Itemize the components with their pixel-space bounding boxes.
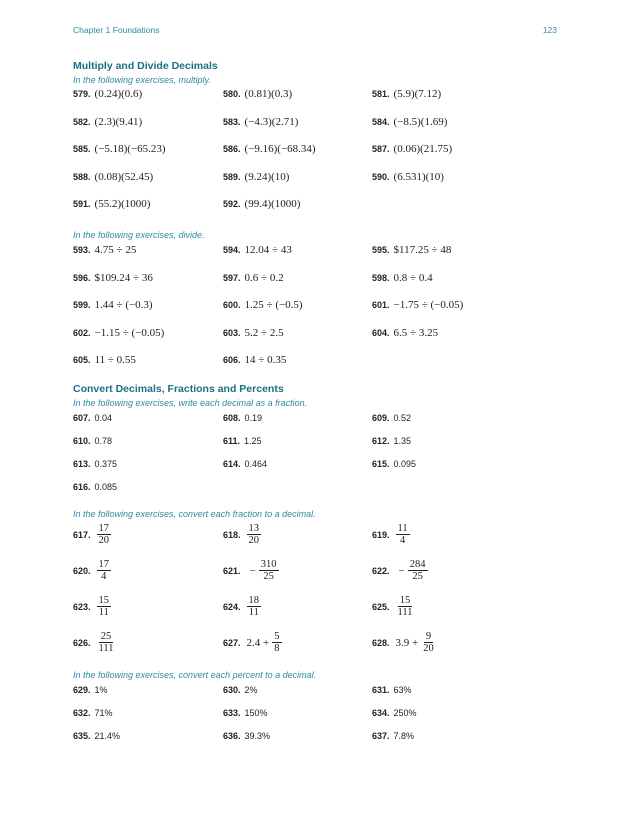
exercise-582 [73, 115, 142, 130]
fraction-numerator: 284 [409, 559, 426, 570]
exercise-expression: 2% [244, 685, 258, 695]
fraction [396, 595, 415, 618]
exercise-635 [73, 729, 120, 744]
exercise-expression: 0.464 [244, 459, 268, 469]
exercise-number: 595. [372, 245, 390, 255]
exercise-expression: 5.2 ÷ 2.5 [244, 326, 284, 339]
exercise-620 [73, 559, 111, 582]
exercise-number: 590. [372, 171, 390, 182]
exercise-600 [223, 298, 303, 313]
instruction-divide: In the following exercises, divide. [73, 230, 205, 240]
exercise-expression: (−9.16)(−68.34) [244, 143, 316, 155]
exercise-expression: 1.35 [393, 436, 412, 446]
exercise-expression: 71% [94, 708, 113, 718]
exercise-586 [223, 142, 316, 157]
exercise-number: 617. [73, 529, 91, 540]
exercise-634 [372, 706, 417, 721]
exercise-expression: 150% [244, 708, 268, 718]
fraction-numerator: 310 [260, 559, 277, 570]
exercise-number: 637. [372, 731, 390, 741]
fraction [408, 559, 428, 582]
exercise-587 [372, 142, 452, 157]
exercise-610 [73, 434, 112, 449]
exercise-expression: 0.8 ÷ 0.4 [393, 271, 433, 284]
exercise-expression: (5.9)(7.12) [393, 88, 442, 100]
exercise-expression: (0.08)(52.45) [94, 170, 154, 183]
exercise-expression: 0.085 [94, 482, 118, 492]
exercise-number: 612. [372, 436, 390, 446]
exercise-581 [372, 87, 441, 102]
exercise-number: 585. [73, 144, 91, 154]
exercise-number: 615. [372, 459, 390, 469]
exercise-number: 581. [372, 89, 390, 99]
fraction [247, 523, 262, 546]
exercise-number: 626. [73, 637, 91, 648]
exercise-617 [73, 523, 111, 546]
exercise-number: 620. [73, 565, 91, 576]
exercise-expression: (0.06)(21.75) [393, 143, 453, 155]
fraction-denominator: 111 [397, 607, 413, 618]
fraction-numerator: 17 [98, 523, 110, 534]
exercise-number: 636. [223, 731, 241, 741]
exercise-expression: 0.095 [393, 459, 417, 469]
fraction-denominator: 20 [423, 643, 434, 654]
exercise-631 [372, 683, 412, 698]
exercise-expression: 1.25 ÷ (−0.5) [244, 299, 303, 311]
exercise-589 [223, 170, 289, 185]
exercise-expression: 1.44 ÷ (−0.3) [94, 299, 153, 311]
exercise-number: 602. [73, 327, 91, 338]
page-header [73, 25, 557, 39]
exercise-609 [372, 411, 411, 426]
exercise-expression: 7.8% [393, 731, 415, 741]
exercise-number: 601. [372, 300, 390, 310]
exercise-expression: 250% [393, 708, 417, 718]
exercise-number: 583. [223, 116, 241, 127]
exercise-number: 629. [73, 685, 91, 695]
exercise-number: 630. [223, 685, 241, 695]
exercise-612 [372, 434, 411, 449]
exercise-number: 593. [73, 245, 91, 255]
fraction-numerator: 15 [399, 595, 411, 606]
exercise-number: 609. [372, 413, 390, 423]
fraction-denominator: 8 [274, 643, 280, 654]
exercise-number: 627. [223, 637, 241, 648]
exercise-579 [73, 87, 142, 102]
exercise-629 [73, 683, 108, 698]
exercise-number: 580. [223, 89, 241, 99]
exercise-580 [223, 87, 292, 102]
fraction-numerator: 25 [100, 631, 112, 642]
exercise-expression: (−8.5)(1.69) [393, 115, 448, 128]
exercise-number: 586. [223, 144, 241, 154]
exercise-598 [372, 271, 433, 286]
exercise-expression: (0.24)(0.6) [94, 88, 143, 100]
exercise-614 [223, 457, 267, 472]
fraction-denominator: 20 [248, 535, 260, 546]
exercise-expression: 0.19 [244, 413, 263, 423]
exercise-number: 623. [73, 601, 91, 612]
exercise-625 [372, 595, 415, 618]
exercise-expression: 63% [393, 685, 412, 695]
fraction-numerator: 5 [274, 631, 280, 642]
chapter-title: Chapter 1 Foundations [73, 25, 160, 35]
exercise-number: 584. [372, 116, 390, 127]
fraction [421, 631, 436, 654]
exercise-585 [73, 142, 166, 157]
fraction [247, 595, 262, 618]
exercise-number: 618. [223, 529, 241, 540]
fraction-numerator: 9 [425, 631, 432, 642]
fraction-denominator: 11 [98, 607, 109, 618]
exercise-number: 596. [73, 272, 91, 283]
fraction-numerator: 18 [248, 595, 260, 606]
instruction-decimal-to-fraction: In the following exercises, write each decimal as a fraction. [73, 398, 308, 408]
exercise-605 [73, 353, 136, 368]
fraction-denominator: 25 [412, 571, 423, 582]
exercise-expression: 0.375 [94, 459, 118, 469]
exercise-expression: $117.25 ÷ 48 [393, 244, 452, 256]
exercise-607 [73, 411, 112, 426]
fraction-denominator: 25 [263, 571, 274, 582]
instruction-percent-to-decimal: In the following exercises, convert each percent to a decimal. [73, 670, 317, 680]
fraction-numerator: 13 [248, 523, 260, 534]
exercise-583 [223, 115, 298, 130]
exercise-number: 633. [223, 708, 241, 718]
exercise-number: 625. [372, 601, 390, 612]
exercise-636 [223, 729, 270, 744]
exercise-number: 582. [73, 116, 91, 127]
exercise-number: 592. [223, 199, 241, 209]
exercise-expression: (6.531)(10) [393, 170, 444, 183]
section-heading-convert: Convert Decimals, Fractions and Percents [73, 383, 284, 395]
exercise-expression: 39.3% [244, 731, 271, 741]
exercise-expression: $109.24 ÷ 36 [94, 271, 153, 284]
exercise-618 [223, 523, 261, 546]
fraction-denominator: 4 [399, 535, 406, 546]
exercise-623 [73, 595, 111, 618]
exercise-601 [372, 298, 463, 313]
expression-prefix: − [249, 564, 256, 577]
exercise-584 [372, 115, 447, 130]
instruction-fraction-to-decimal: In the following exercises, convert each fraction to a decimal. [73, 509, 316, 519]
exercise-expression: (99.4)(1000) [244, 198, 301, 210]
exercise-number: 579. [73, 89, 91, 99]
section-heading-multiply-divide: Multiply and Divide Decimals [73, 60, 218, 72]
exercise-number: 616. [73, 482, 91, 492]
exercise-604 [372, 326, 438, 341]
exercise-number: 604. [372, 327, 390, 338]
exercise-603 [223, 326, 284, 341]
exercise-590 [372, 170, 444, 185]
exercise-expression: 0.78 [94, 436, 113, 446]
exercise-616 [73, 480, 117, 495]
exercise-630 [223, 683, 258, 698]
instruction-multiply: In the following exercises, multiply. [73, 75, 211, 85]
fraction-denominator: 4 [101, 571, 107, 582]
exercise-number: 635. [73, 731, 91, 741]
exercise-608 [223, 411, 262, 426]
exercise-number: 607. [73, 413, 91, 423]
exercise-591 [73, 197, 150, 212]
exercise-number: 591. [73, 199, 91, 209]
exercise-expression: (−5.18)(−65.23) [94, 143, 166, 155]
exercise-615 [372, 457, 416, 472]
exercise-number: 614. [223, 459, 241, 469]
exercise-613 [73, 457, 117, 472]
exercise-number: 621. [223, 565, 241, 576]
exercise-number: 599. [73, 300, 91, 310]
fraction-numerator: 11 [397, 523, 408, 534]
fraction-denominator: 20 [98, 535, 110, 546]
exercise-number: 605. [73, 355, 91, 365]
exercise-expression: 6.5 ÷ 3.25 [393, 326, 439, 339]
exercise-number: 589. [223, 171, 241, 182]
exercise-expression: −1.75 ÷ (−0.05) [393, 299, 464, 311]
exercise-621 [223, 559, 279, 582]
exercise-619 [372, 523, 410, 546]
exercise-expression: 14 ÷ 0.35 [244, 354, 287, 366]
exercise-611 [223, 434, 262, 449]
exercise-expression: (0.81)(0.3) [244, 88, 293, 100]
fraction [272, 631, 281, 654]
fraction [396, 523, 410, 546]
exercise-expression: (−4.3)(2.71) [244, 115, 299, 128]
exercise-expression: 11 ÷ 0.55 [94, 354, 136, 366]
exercise-expression: (9.24)(10) [244, 170, 290, 183]
fraction [97, 595, 112, 618]
exercise-594 [223, 243, 292, 258]
fraction-denominator: 111 [98, 643, 114, 654]
exercise-622 [372, 559, 428, 582]
expression-prefix: 3.9 + [395, 636, 419, 649]
exercise-expression: (55.2)(1000) [94, 198, 151, 210]
exercise-number: 624. [223, 601, 241, 612]
exercise-number: 597. [223, 272, 241, 283]
fraction [97, 559, 112, 582]
exercise-number: 628. [372, 637, 390, 648]
exercise-624 [223, 595, 261, 618]
fraction [259, 559, 279, 582]
exercise-number: 606. [223, 355, 241, 365]
exercise-number: 611. [223, 436, 241, 446]
exercise-633 [223, 706, 268, 721]
exercise-expression: −1.15 ÷ (−0.05) [94, 326, 165, 339]
exercise-number: 594. [223, 245, 241, 255]
exercise-628 [372, 631, 436, 654]
exercise-593 [73, 243, 136, 258]
exercise-597 [223, 271, 284, 286]
fraction-numerator: 15 [98, 595, 110, 606]
exercise-number: 610. [73, 436, 91, 446]
exercise-number: 608. [223, 413, 241, 423]
expression-prefix: 2.4 + [246, 636, 270, 649]
exercise-588 [73, 170, 153, 185]
exercise-627 [223, 631, 282, 654]
exercise-number: 598. [372, 272, 390, 283]
exercise-expression: 0.52 [393, 413, 412, 423]
exercise-number: 600. [223, 300, 241, 310]
exercise-expression: 0.6 ÷ 0.2 [244, 271, 284, 284]
exercise-number: 588. [73, 171, 91, 182]
exercise-number: 634. [372, 708, 390, 718]
exercise-596 [73, 271, 153, 286]
exercise-592 [223, 197, 300, 212]
exercise-expression: 12.04 ÷ 43 [244, 244, 292, 256]
exercise-expression: 1% [94, 685, 108, 695]
exercise-632 [73, 706, 113, 721]
exercise-599 [73, 298, 153, 313]
exercise-expression: 21.4% [94, 731, 121, 741]
fraction-numerator: 17 [98, 559, 110, 570]
exercise-602 [73, 326, 164, 341]
expression-prefix: − [398, 564, 405, 577]
exercise-expression: (2.3)(9.41) [94, 115, 143, 128]
exercise-number: 587. [372, 144, 390, 154]
exercise-number: 603. [223, 327, 241, 338]
exercise-637 [372, 729, 414, 744]
exercise-number: 632. [73, 708, 91, 718]
fraction-denominator: 11 [248, 607, 259, 618]
exercise-number: 631. [372, 685, 390, 695]
exercise-595 [372, 243, 451, 258]
exercise-number: 613. [73, 459, 91, 469]
exercise-number: 622. [372, 565, 390, 576]
fraction [97, 631, 116, 654]
exercise-number: 619. [372, 529, 390, 540]
page-number: 123 [542, 25, 557, 35]
exercise-626 [73, 631, 116, 654]
exercise-expression: 0.04 [94, 413, 113, 423]
exercise-expression: 4.75 ÷ 25 [94, 244, 137, 256]
exercise-expression: 1.25 [244, 436, 262, 446]
exercise-606 [223, 353, 286, 368]
fraction [97, 523, 112, 546]
